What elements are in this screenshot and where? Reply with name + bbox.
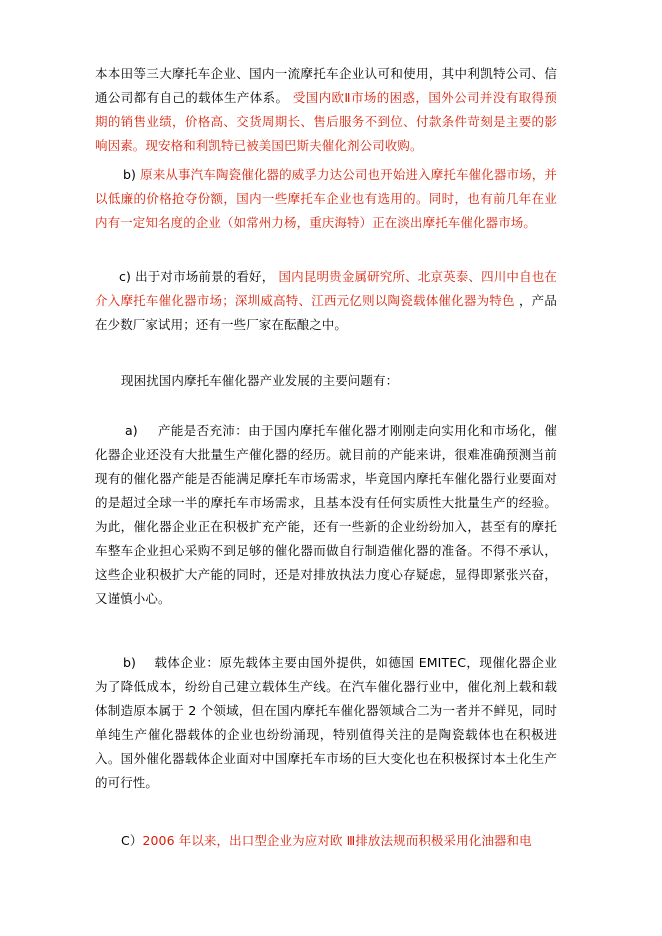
- p6-marker: C）: [121, 833, 143, 848]
- p3-black-text-1: 出于对市场前景的看好，: [135, 269, 275, 284]
- p1-black-text: 本本田等三大摩托车企业、国内一流摩托车企业认可和使用，其中利凯特公司、信通公司都有自己的载体生产体系。: [95, 66, 557, 105]
- p4-text: 产能是否充沛：由于国内摩托车催化器才刚刚走向实用化和市场化，催化器企业还没有大批量生产催化器的经历。就目前的产能来讲，很难准确预测当前现有的催化器产能是否能满足摩托车市场需求，毕竟国内摩托车催化器行业要面对的是超过全球一半的摩托车市场需求，且基本没有任何实质性大批量生产的经验。为此，催化器企业正在积极扩充产能，还有一些新的企业纷纷加入，甚至有的摩托车整车企业担心采购不到足够的催化器而做自行制造催化器的准备。不得不承认，这些企业积极扩大产能的同时，还是对排放执法力度心存疑虑，显得即紧张兴奋，又谨慎小心。: [95, 423, 557, 606]
- heading-text: 现困扰国内摩托车催化器产业发展的主要问题有：: [121, 373, 399, 388]
- paragraph-c-export: [95, 829, 557, 853]
- p2-red-text: 原来从事汽车陶瓷催化器的威孚力达公司也开始进入摩托车催化器市场，并以低廉的价格抢夺份额，国内一些摩托车企业也有选用的。同时，也有前几年在业内有一定知名度的企业（如常州力杨，重庆海特）正在淡出摩托车催化器市场。: [95, 167, 557, 230]
- paragraph-b-substrate: [95, 651, 557, 795]
- paragraph-a-capacity: [95, 419, 557, 611]
- p3-black-text-2: ，产品在少数厂家试用；还有一些厂家在酝酿之中。: [95, 293, 557, 332]
- p5-marker: b): [123, 655, 137, 670]
- paragraph-c-market: [95, 265, 557, 337]
- paragraph-b-weifu: [95, 163, 557, 235]
- p2-marker: b): [123, 167, 137, 182]
- p1-red-text: 受国内欧Ⅱ市场的困惑，国外公司并没有取得预期的销售业绩，价格高、交货周期长、售后服务不到位、付款条件苛刻是主要的影响因素。现安格和利凯特已被美国巴斯夫催化剂公司收购。: [95, 90, 557, 153]
- paragraph-supplier-overview: [95, 62, 557, 158]
- p3-marker: c): [119, 269, 131, 284]
- p3-red-text: 国内昆明贵金属研究所、北京英泰、四川中自也在介入摩托车催化器市场；深圳威高特、江西元亿则以陶瓷载体催化器为特色: [95, 269, 558, 308]
- p4-marker: a): [125, 423, 138, 438]
- p5-text: 载体企业：原先载体主要由国外提供，如德国 EMITEC，现催化器企业为了降低成本，纷纷自己建立载体生产线。在汽车催化器行业中，催化剂上载和载体制造原本属于 2 个领域，但在国内摩托车催化器领域合二为一者并不鲜见，同时单纯生产催化器载体的企业也纷纷涌现，特别值得关注的是陶瓷载体也在积极进入。国外催化器载体企业面对中国摩托车市场的巨大变化也在积极探讨本土化生产的可行性。: [95, 655, 557, 790]
- heading-main-issues: [95, 369, 557, 393]
- p6-red-text: 2006 年以来，出口型企业为应对欧 Ⅲ排放法规而积极采用化油器和电: [142, 833, 532, 848]
